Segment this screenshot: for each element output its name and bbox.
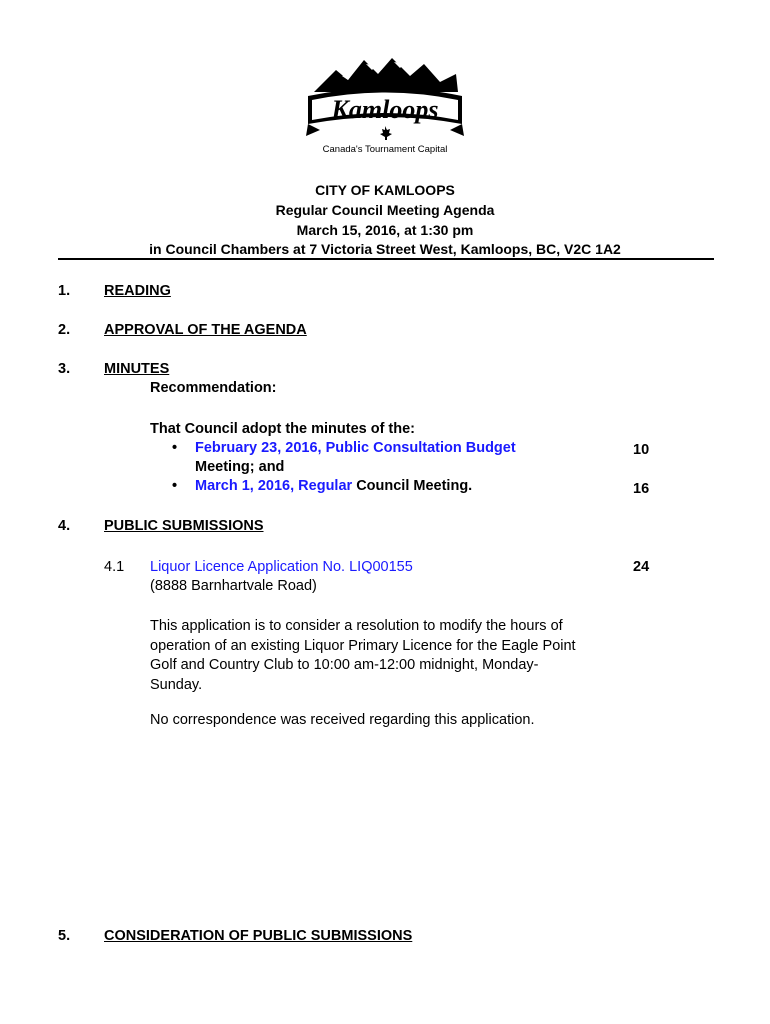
svg-text:Canada's Tournament Capital: Canada's Tournament Capital	[322, 144, 448, 155]
subitem-address: (8888 Barnhartvale Road)	[150, 578, 317, 594]
item-2-title: APPROVAL OF THE AGENDA	[104, 322, 307, 338]
header-org: CITY OF KAMLOOPS	[315, 182, 455, 198]
bullet-icon: •	[172, 478, 178, 494]
header-meeting: Regular Council Meeting Agenda	[275, 202, 495, 218]
minutes-link-feb23[interactable]: February 23, 2016, Public Consultation Budget	[195, 440, 516, 456]
application-description	[150, 617, 576, 695]
item-2-number: 2.	[58, 322, 71, 338]
page-ref-24: 24	[633, 559, 650, 575]
liquor-licence-link[interactable]: Liquor Licence Application No. LIQ00155	[150, 559, 413, 575]
description-line: Golf and Country Club to 10:00 am-12:00 midnight, Monday-	[150, 657, 539, 673]
subitem-4-1-number: 4.1	[104, 559, 125, 575]
minutes-mar1-text: Council Meeting.	[352, 478, 473, 494]
item-3-number: 3.	[58, 361, 71, 377]
item-3-title: MINUTES	[104, 361, 170, 377]
item-5-title: CONSIDERATION OF PUBLIC SUBMISSIONS	[104, 928, 413, 944]
recommendation-label: Recommendation:	[150, 380, 277, 396]
item-5-number: 5.	[58, 928, 71, 944]
page-ref-10: 10	[633, 442, 650, 458]
kamloops-logo	[306, 52, 464, 156]
description-line: This application is to consider a resolution to modify the hours of	[150, 618, 563, 634]
correspondence-note: No correspondence was received regarding this application.	[150, 712, 535, 728]
page-ref-16: 16	[633, 481, 650, 497]
minutes-link-mar1[interactable]: March 1, 2016, Regular	[195, 478, 353, 494]
header-divider	[58, 258, 714, 260]
description-line: operation of an existing Liquor Primary Licence for the Eagle Point	[150, 637, 576, 654]
header-location: in Council Chambers at 7 Victoria Street West, Kamloops, BC, V2C 1A2	[149, 241, 621, 257]
description-line: Sunday.	[150, 676, 203, 693]
minutes-item-mar1	[195, 477, 472, 495]
item-1-title: READING	[104, 283, 171, 299]
item-1-number: 1.	[58, 283, 71, 299]
svg-text:Kamloops: Kamloops	[331, 95, 439, 124]
item-4-title: PUBLIC SUBMISSIONS	[104, 518, 264, 534]
item-4-number: 4.	[58, 518, 71, 534]
recommendation-intro: That Council adopt the minutes of the:	[150, 421, 416, 437]
bullet-icon: •	[172, 440, 178, 456]
logo-graphic	[306, 52, 464, 156]
minutes-feb23-continuation: Meeting; and	[195, 459, 285, 475]
header-datetime: March 15, 2016, at 1:30 pm	[296, 222, 474, 238]
